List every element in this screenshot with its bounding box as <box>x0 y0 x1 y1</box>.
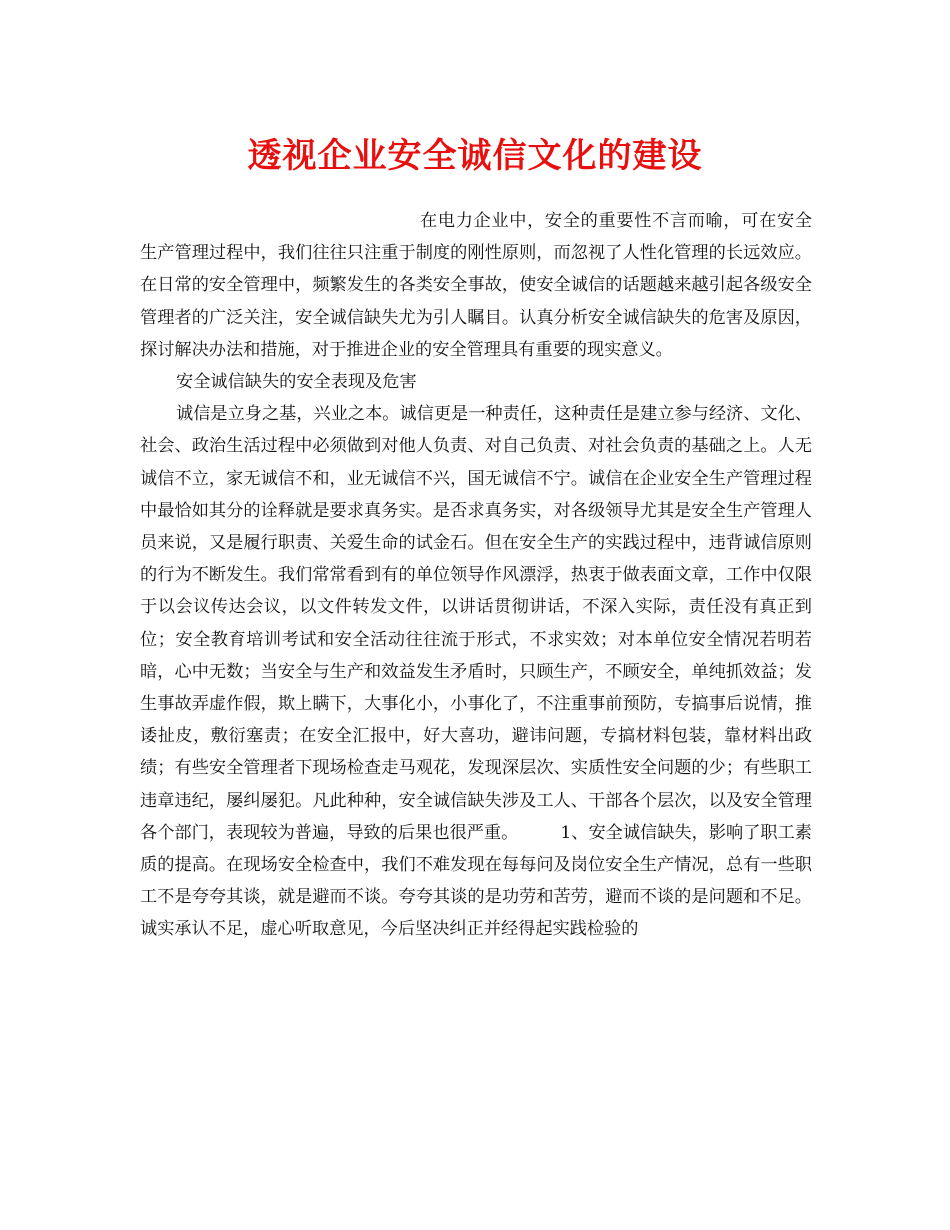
document-title: 透视企业安全诚信文化的建设 <box>247 136 703 176</box>
body-paragraph-text: 诚信是立身之基，兴业之本。诚信更是一种责任，这种责任是建立参与经济、文化、社会、政治生活过程中必须做到对他人负责、对自己负责、对社会负责的基础之上。人无诚信不立，家无诚信不和，业无诚信不兴，国无诚信不宁。诚信在企业安全生产管理过程中最恰如其分的诠释就是要求真务实。是否求真务实，对各级领导尤其是安全生产管理人员来说，又是履行职责、关爱生命的试金石。但在安全生产的实践过程中，违背诚信原则的行为不断发生。我们常常看到有的单位领导作风漂浮，热衷于做表面文章，工作中仅限于以会议传达会议，以文件转发文件，以讲话贯彻讲话，不深入实际，责任没有真正到位；安全教育培训考试和安全活动往往流于形式，不求实效；对本单位安全情况若明若暗，心中无数；当安全与生产和效益发生矛盾时，只顾生产，不顾安全，单纯抓效益；发生事故弄虚作假，欺上瞒下，大事化小，小事化了，不注重事前预防，专搞事后说情，推诿扯皮，敷衍塞责；在安全汇报中，好大喜功，避讳问题，专搞材料包装，靠材料出政绩；有些安全管理者下现场检查走马观花，发现深层次、实质性安全问题的少；有些职工违章违纪，屡纠屡犯。凡此种种，安全诚信缺失涉及工人、干部各个层次，以及安全管理各个部门，表现较为普遍，导致的后果也很严重。 <box>140 404 812 843</box>
body-paragraph <box>140 398 812 945</box>
section-heading: 安全诚信缺失的安全表现及危害 <box>176 372 417 393</box>
intro-paragraph: 在电力企业中，安全的重要性不言而喻，可在安全生产管理过程中，我们往往只注重于制度的刚性原则，而忽视了人性化管理的长远效应。在日常的安全管理中，频繁发生的各类安全事故，使安全诚信的话题越来越引起各级安全管理者的广泛关注，安全诚信缺失尤为引人瞩目。认真分析安全诚信缺失的危害及原因，探讨解决办法和措施，对于推进企业的安全管理具有重要的现实意义。 <box>140 211 812 360</box>
body-paragraph-continued: 1、安全诚信缺失，影响了职工素质的提高。在现场安全检查中，我们不难发现在每每问及岗位安全生产情况，总有一些职工不是夸夸其谈，就是避而不谈。夸夸其谈的是功劳和苦劳，避而不谈的是问题和不足。诚实承认不足，虚心听取意见，今后坚决纠正并经得起实践检验的 <box>140 822 812 940</box>
document-body <box>140 205 812 946</box>
